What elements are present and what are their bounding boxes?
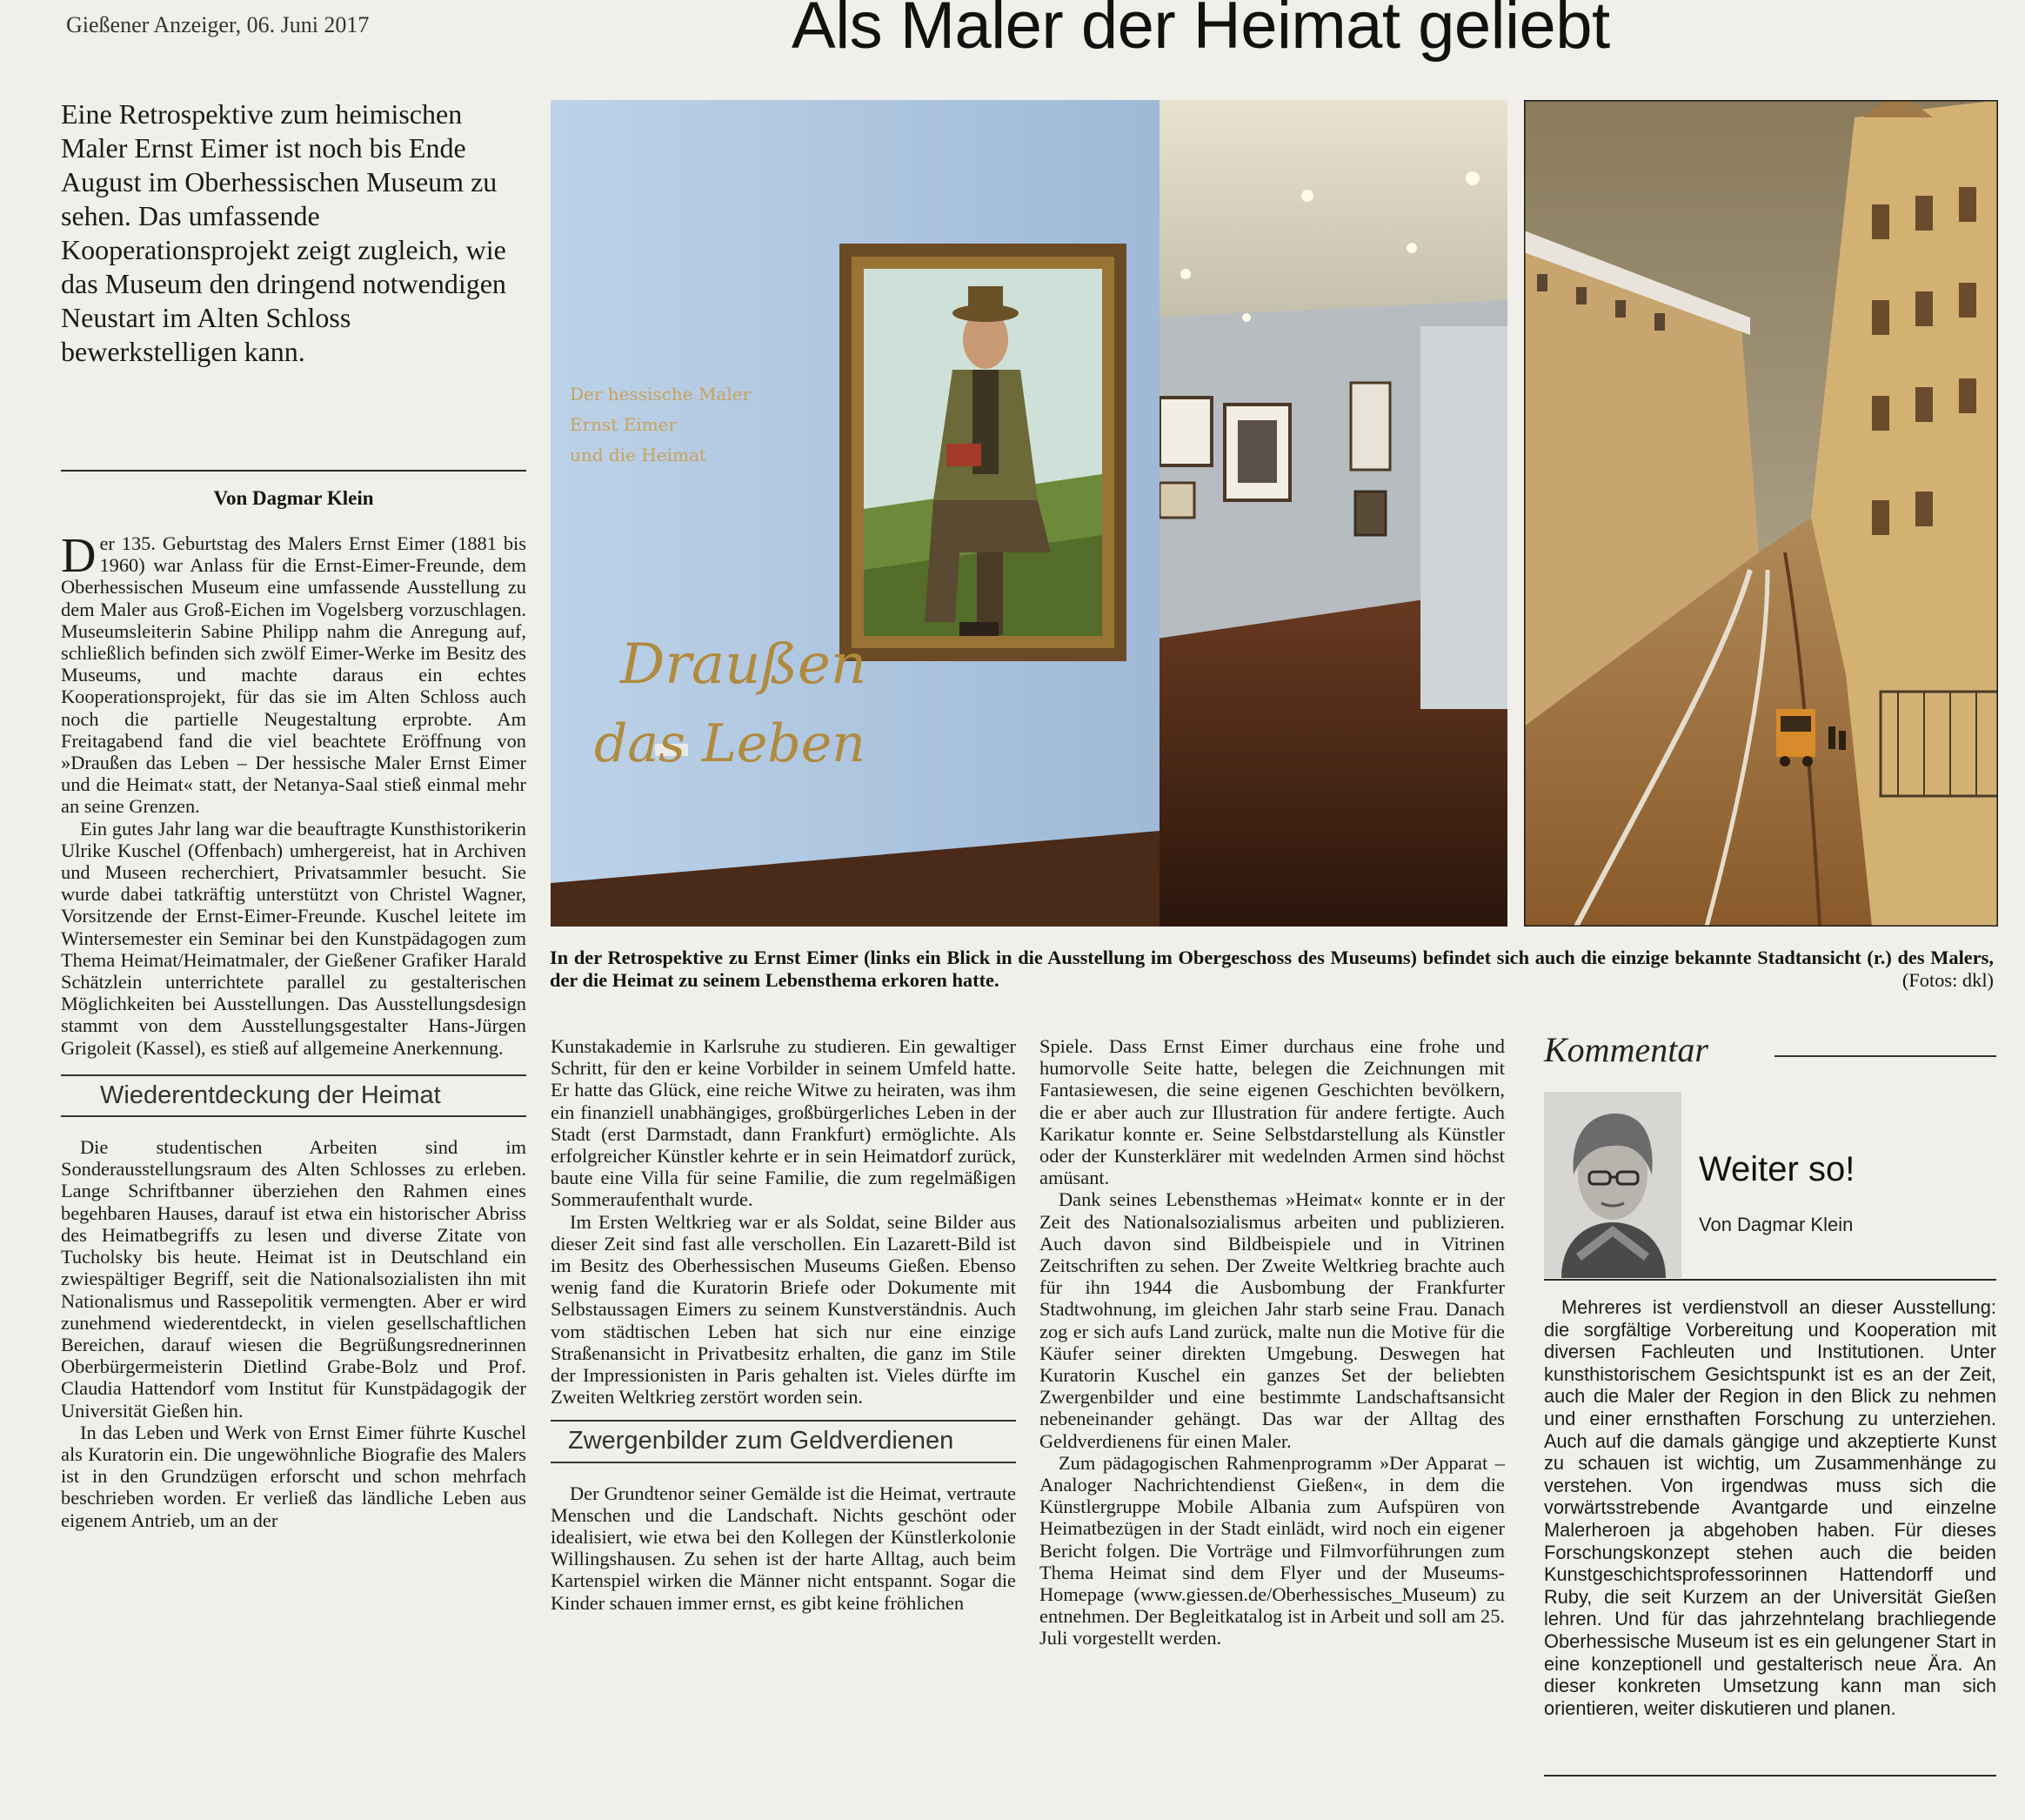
paragraph-9: Dank seines Lebensthemas »Heimat« konnte er in der Zeit des Nationalsozialismus arbeiten und publizieren. Auch davon sind Bildbeispiele und in Vitrinen Zeitschriften zu sehen. Der Zweite Weltkrieg brachte auch für ihn 1944 die Ausbombung der Frankfurter Stadtwohnung, im gleichen Jahr starb seine Frau. Danach zog er sich aufs Land zurück, malte nun die Motive für die Käufer seiner direkten Umgebung. Deswegen hat Kuratorin Kuschel ein ganzes Set der beliebten Zwergenbilder und eine bestimmte Landschaftsansicht nebeneinander gehängt. Das war der Alltag des Geldverdienens für einen Maler. xyxy=(1039,1188,1505,1452)
exhibition-photo xyxy=(551,100,1507,927)
kommentar-divider xyxy=(1544,1279,1996,1281)
city-painting-drawing xyxy=(1524,100,1998,927)
byline: Von Dagmar Klein xyxy=(213,487,374,509)
paragraph-5: Kunstakademie in Karlsruhe zu studieren. Ein gewaltiger Schritt, für den er keine Vorbilder in seinem Umfeld hatte. Er hatte das Glück, eine reiche Witwe zu heiraten, was ihm ein finanziell unabhängiges, großbürgerliches Leben in der Stadt (erst Darmstadt, dann Frankfurt) ermöglichte. Als erfolgreicher Künstler kehrte er in sein Heimatdorf zurück, baute eine Villa für seine Familie, die zum regelmäßigen Sommeraufenthalt wurde. xyxy=(551,1035,1016,1211)
kommentar-label: Kommentar xyxy=(1544,1030,1708,1069)
kommentar-headline: Weiter so! xyxy=(1699,1150,1855,1188)
wall-title-line-2: das Leben xyxy=(594,713,865,774)
wall-title-line-1: Draußen xyxy=(620,632,867,697)
paragraph-8: Spiele. Dass Ernst Eimer durchaus eine frohe und humorvolle Seite hatte, belegen die Zeichnungen mit Fantasiewesen, die seine eigenen Geschichten bevölkern, die er aber auch zur Illustration für andere fertigte. Auch Karikatur konnte er. Seine Selbstdarstellung als Künstler oder der Kunsterklärer mit wedelnden Armen sind höchst amüsant. xyxy=(1039,1035,1505,1189)
author-portrait xyxy=(1544,1092,1681,1278)
paragraph-3: Die studentischen Arbeiten sind im Sonderausstellungsraum des Alten Schlosses zu erleben. Lange Schriftbanner überziehen den Rahmen eines begehbaren Hauses, darauf ist etwa ein historischer Abriss des Heimatbegriffs zu lesen und diverse Zitate von Tucholsky bis heute. Heimat ist in Deutschland ein zwiespältiger Begriff, seit die Nationalsozialisten ihn mit Nationalismus und Rassepolitik vermengten. Aber er wird zunehmend wiederentdeckt, in vielen gesellschaftlichen Bereichen, darauf wiesen die Begrüßungsrednerinnen Oberbürgermeisterin Dietlind Grabe-Bolz und Prof. Claudia Hattendorf vom Institut für Kunstpädagogik der Universität Gießen hin. xyxy=(61,1136,526,1422)
headline: Als Maler der Heimat geliebt xyxy=(792,0,1610,63)
photo-credit: (Fotos: dkl) xyxy=(1901,969,1994,991)
kommentar-rule xyxy=(1774,1055,1996,1057)
subheading-2: Zwergenbilder zum Geldverdienen xyxy=(551,1420,1016,1462)
city-painting-photo xyxy=(1524,100,1998,927)
paragraph-4: In das Leben und Werk von Ernst Eimer führte Kuschel als Kuratorin ein. Die ungewöhnliche Biografie des Malers ist in den Grundzügen erforscht und schon mehrfach beschrieben worden. Er verließ das ländliche Leben aus eigenem Antrieb, um an der xyxy=(61,1421,526,1531)
kommentar-paragraph: Mehreres ist verdienstvoll an dieser Ausstellung: die sorgfältige Vorbereitung und Kooperation mit diversen Fachleuten und Institutionen. Unter kunsthistorischem Gesichtspunkt ist es an der Zeit, auch die Maler der Region in den Blick zu nehmen und einer ernsthaften Forschung zu unterziehen. Auch auf die damals gängige und akzeptierte Kunst zu schauen ist wichtig, um Zusammenhänge zu verstehen. Von irgendwas muss sich die vorwärtsstrebende Avantgarde und einzelne Malerheroen ja abgehoben haben. Für dieses Forschungskonzept stehen auch die beiden Kunstgeschichtsprofessorinnen Hattendorff und Ruby, die seit Kurzem an der Universität Gießen lehren. Und für das jahrzehntelang brachliegende Oberhessische Museum ist es ein gelungener Start in eine konzeptionell und gestalterisch neue Ära. An dieser konkreten Umsetzung kann man sich orientieren, weiter diskutieren und planen. xyxy=(1544,1296,1996,1719)
kommentar-text xyxy=(1544,1296,1996,1719)
paragraph-6: Im Ersten Weltkrieg war er als Soldat, seine Bilder aus dieser Zeit sind fast alle verschollen. Ein Lazarett-Bild ist im Besitz des Oberhessischen Museums Gießen. Ebenso wenig fand die Kuratorin Briefe oder Dokumente mit Selbstaussagen Eimers zu seinem Kunstverständnis. Auch vom städtischen Leben hat sich nur eine einzige Straßenansicht in Privatbesitz erhalten, die ganz im Stile der Impressionisten in Paris gehalten ist. Vieles dürfte im Zweiten Weltkrieg zerstört worden sein. xyxy=(551,1210,1016,1408)
kommentar-bottom-rule xyxy=(1544,1775,1996,1777)
lead-divider xyxy=(61,470,526,472)
article-column-3 xyxy=(1039,1035,1505,1649)
wall-subtitle-line-1: Der hessische Maler xyxy=(570,384,752,405)
paragraph-1: Der 135. Geburtstag des Malers Ernst Eimer (1881 bis 1960) war Anlass für die Ernst-Eimer-Freunde, dem Oberhessischen Museum eine umfassende Ausstellung zu dem Maler aus Groß-Eichen im Vogelsberg vorzuschlagen. Museumsleiterin Sabine Philipp nahm die Anregung auf, schließlich befinden sich zwölf Eimer-Werke im Besitz des Museums, und machte daraus ein echtes Kooperationsprojekt, für das sie im Alten Schloss auch noch die partielle Neugestaltung erprobte. Am Freitagabend fand die viel beachtete Eröffnung von »Draußen das Leben – Der hessische Maler Ernst Eimer und die Heimat« statt, der Netanya-Saal stieß einmal mehr an seine Grenzen. xyxy=(61,529,526,818)
subheading-1: Wiederentdeckung der Heimat xyxy=(61,1074,526,1117)
author-portrait-drawing xyxy=(1544,1092,1681,1278)
paragraph-10: Zum pädagogischen Rahmenprogramm »Der Apparat – Analoger Nachrichtendienst Gießen«, in dem die Künstlergruppe Mobile Albania zum Aufspüren von Heimatbezügen in der Stadt einlädt, wird noch ein eigener Bericht folgen. Die Vorträge und Filmvorführungen zum Thema Heimat sind dem Flyer und der Museums-Homepage (www.giessen.de/Oberhessisches_Museum) zu entnehmen. Der Begleitkatalog ist in Arbeit und soll am 25. Juli vorgestellt werden. xyxy=(1039,1451,1505,1649)
kommentar-byline: Von Dagmar Klein xyxy=(1699,1214,1854,1235)
wall-subtitle-line-3: und die Heimat xyxy=(570,445,706,465)
article-column-1 xyxy=(61,529,526,1531)
article-column-2 xyxy=(551,1035,1016,1614)
dropcap: D xyxy=(61,529,97,583)
exhibition-photo-drawing xyxy=(551,100,1507,927)
kommentar-header xyxy=(1544,1092,1996,1279)
paragraph-2: Ein gutes Jahr lang war die beauftragte Kunsthistorikerin Ulrike Kuschel (Offenbach) umhergereist, hat in Archiven und Museen recherchiert, Privatsammler besucht. Sie wurde dabei tatkräftig unterstützt von Christel Wagner, Vorsitzende der Ernst-Eimer-Freunde. Kuschel leitete im Wintersemester ein Seminar bei den Kunstpädagogen zum Thema Heimat/Heimatmaler, der Gießener Grafiker Harald Schätzlein unterrichtete parallel zu gestalterischen Möglichkeiten bei Ausstellungen. Das Ausstellungsdesign stammt von dem Ausstellungsgestalter Hans-Jürgen Grigoleit (Kassel), es stieß auf allgemeine Anerkennung. xyxy=(61,817,526,1059)
paragraph-7: Der Grundtenor seiner Gemälde ist die Heimat, vertraute Menschen und die Landschaft. Nichts geschönt oder idealisiert, wie etwa bei den Kollegen der Künstlerkolonie Willingshausen. Zu sehen ist der harte Alltag, auch beim Kartenspiel wirken die Männer nicht entspannt. Sogar die Kinder schauen immer ernst, es gibt keine fröhlichen xyxy=(551,1482,1016,1614)
source-line: Gießener Anzeiger, 06. Juni 2017 xyxy=(66,12,370,37)
caption-text: In der Retrospektive zu Ernst Eimer (links ein Blick in die Ausstellung im Obergeschoss des Museums) befindet sich auch die einzige bekannte Stadtansicht (r.) des Malers, der die Heimat zu seinem Lebensthema erkoren hatte. xyxy=(550,947,1994,991)
lead-paragraph: Eine Retrospektive zum heimischen Maler Ernst Eimer ist noch bis Ende August im Oberhessischen Museum zu sehen. Das umfassende Kooperationsprojekt zeigt zugleich, wie das Museum den dringend notwendigen Neustart im Alten Schloss bewerkstelligen kann. xyxy=(61,98,506,368)
wall-subtitle-line-2: Ernst Eimer xyxy=(570,414,678,435)
photo-caption xyxy=(550,947,1994,992)
